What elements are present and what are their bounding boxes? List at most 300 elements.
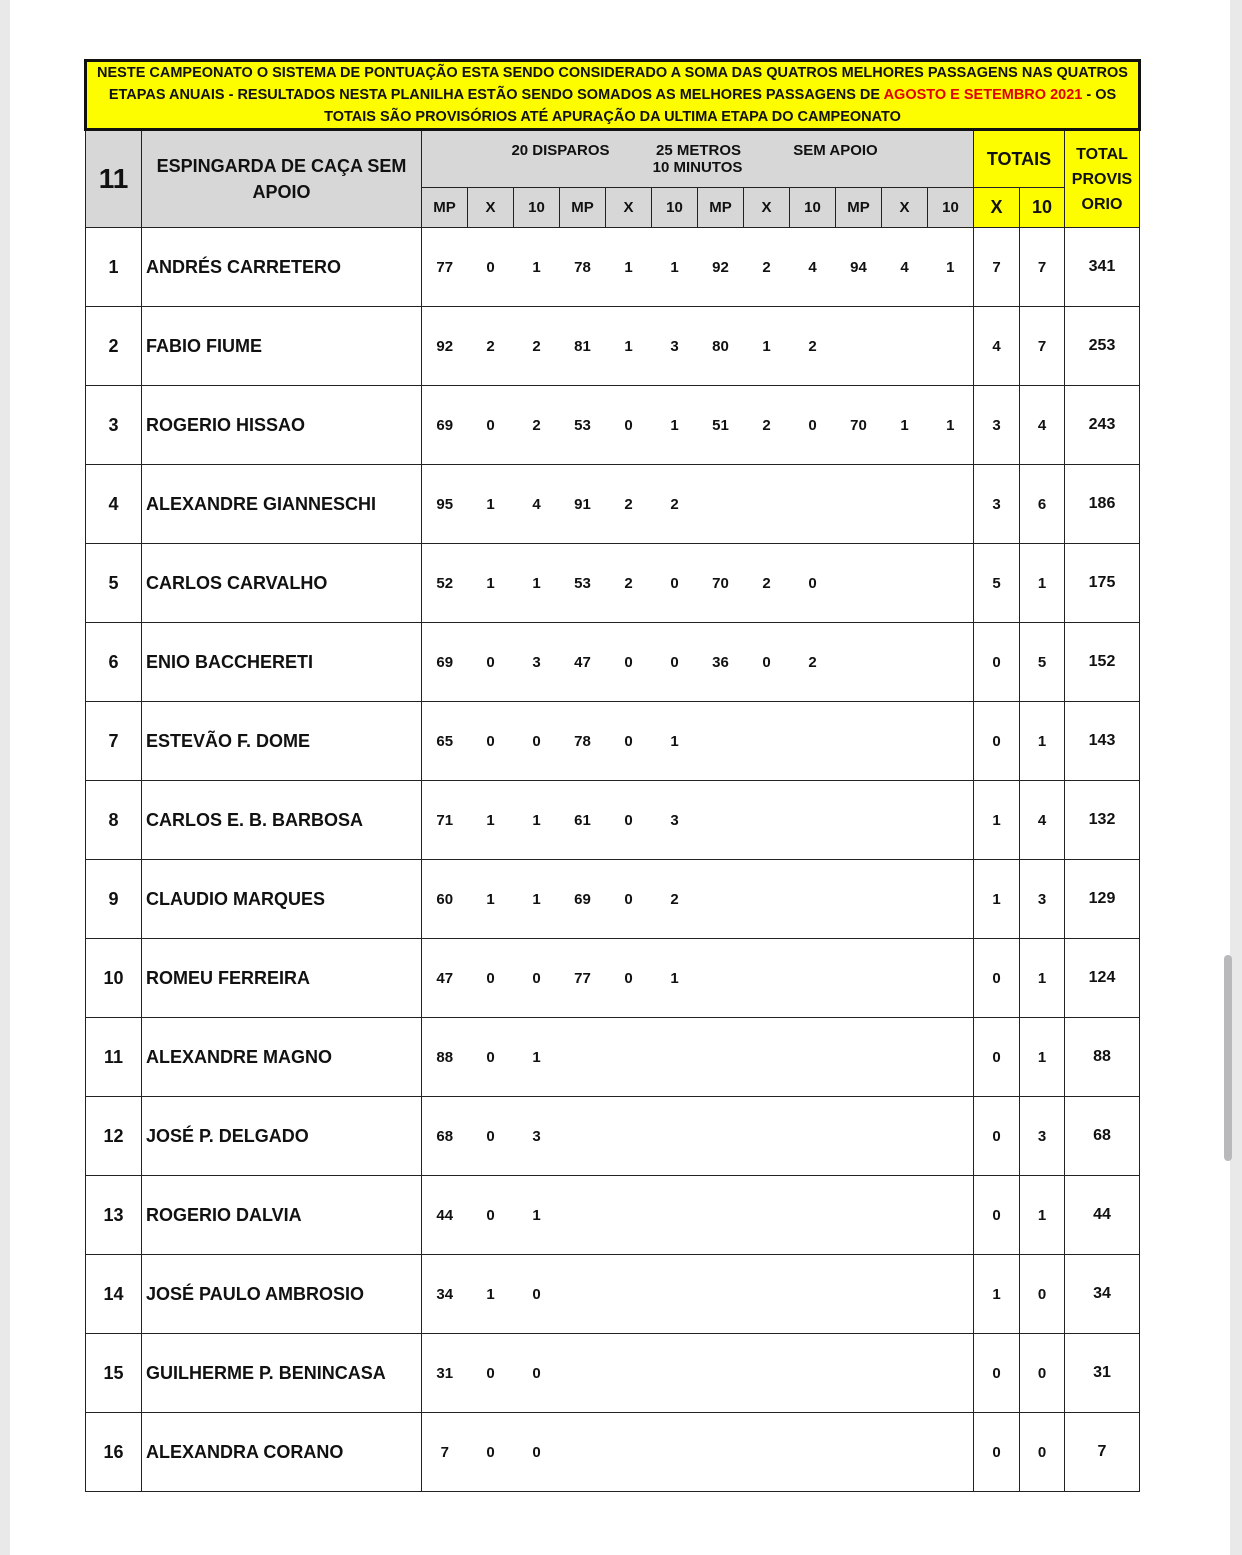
score-cell: 1 [652, 702, 698, 781]
total-x-cell: 0 [974, 1018, 1020, 1097]
score-cell [698, 702, 744, 781]
score-cell [698, 1413, 744, 1492]
total-10-cell: 4 [1020, 781, 1065, 860]
score-cell [790, 1018, 836, 1097]
grand-total-cell: 124 [1065, 939, 1140, 1018]
score-cell [744, 939, 790, 1018]
score-cell: 1 [514, 781, 560, 860]
score-cell [698, 1334, 744, 1413]
score-cell: 77 [422, 228, 468, 307]
score-cell: 0 [514, 1334, 560, 1413]
score-cell: 4 [790, 228, 836, 307]
score-cell: 1 [514, 228, 560, 307]
score-cell [836, 860, 882, 939]
score-cell: 60 [422, 860, 468, 939]
sub-column-header: X [882, 188, 928, 228]
table-row [86, 939, 1140, 1018]
score-cell [836, 1255, 882, 1334]
score-cell [698, 860, 744, 939]
rank-cell: 8 [86, 781, 142, 860]
score-cell: 1 [652, 228, 698, 307]
rank-cell: 16 [86, 1413, 142, 1492]
score-cell: 2 [790, 623, 836, 702]
table-row [86, 1018, 1140, 1097]
score-cell [652, 1097, 698, 1176]
score-cell [560, 1413, 606, 1492]
score-cell: 3 [652, 781, 698, 860]
shooter-name-cell: JOSÉ PAULO AMBROSIO [142, 1255, 422, 1334]
notice-highlight: AGOSTO E SETEMBRO 2021 [883, 87, 1083, 103]
score-cell [836, 1018, 882, 1097]
grand-total-cell: 44 [1065, 1176, 1140, 1255]
score-cell [606, 1097, 652, 1176]
score-cell [882, 1255, 928, 1334]
shooter-name-cell: CARLOS E. B. BARBOSA [142, 781, 422, 860]
score-cell: 68 [422, 1097, 468, 1176]
score-cell [928, 1018, 974, 1097]
score-cell: 31 [422, 1334, 468, 1413]
score-cell: 0 [606, 623, 652, 702]
shooter-name-cell: ROGERIO HISSAO [142, 386, 422, 465]
score-cell [652, 1413, 698, 1492]
score-cell [744, 1255, 790, 1334]
score-cell [928, 939, 974, 1018]
score-cell: 2 [514, 386, 560, 465]
total-x-cell: 0 [974, 623, 1020, 702]
stage-label: 10 MINUTOS [652, 159, 743, 176]
score-cell: 2 [652, 465, 698, 544]
rank-cell: 3 [86, 386, 142, 465]
table-row [86, 1334, 1140, 1413]
sub-column-header: MP [836, 188, 882, 228]
grand-total-cell: 341 [1065, 228, 1140, 307]
shooter-name-cell: GUILHERME P. BENINCASA [142, 1334, 422, 1413]
score-cell [882, 1413, 928, 1492]
shooter-name-cell: JOSÉ P. DELGADO [142, 1097, 422, 1176]
score-cell [790, 781, 836, 860]
score-cell: 69 [422, 386, 468, 465]
grand-total-cell: 243 [1065, 386, 1140, 465]
score-cell: 7 [422, 1413, 468, 1492]
grand-total-cell: 68 [1065, 1097, 1140, 1176]
total-x-cell: 3 [974, 386, 1020, 465]
score-cell [744, 1018, 790, 1097]
score-cell: 78 [560, 702, 606, 781]
score-cell [790, 939, 836, 1018]
score-cell [652, 1334, 698, 1413]
total-10-cell: 0 [1020, 1334, 1065, 1413]
score-cell [698, 1176, 744, 1255]
total-x-cell: 0 [974, 1097, 1020, 1176]
shooter-name-cell: ANDRÉS CARRETERO [142, 228, 422, 307]
score-cell: 65 [422, 702, 468, 781]
score-cell: 1 [514, 544, 560, 623]
score-cell: 70 [698, 544, 744, 623]
score-cell: 1 [514, 1176, 560, 1255]
score-cell [882, 1018, 928, 1097]
total-x-cell: 0 [974, 939, 1020, 1018]
score-cell [836, 465, 882, 544]
score-cell [606, 1018, 652, 1097]
grand-total-cell: 34 [1065, 1255, 1140, 1334]
rank-cell: 1 [86, 228, 142, 307]
score-cell: 1 [468, 781, 514, 860]
score-cell [836, 702, 882, 781]
score-cell [606, 1176, 652, 1255]
shooter-name-cell: ROGERIO DALVIA [142, 1176, 422, 1255]
total-10-cell: 4 [1020, 386, 1065, 465]
score-cell: 0 [468, 939, 514, 1018]
score-cell: 2 [468, 307, 514, 386]
score-cell [698, 939, 744, 1018]
stage-label: 25 METROS [655, 142, 742, 159]
score-cell [698, 1018, 744, 1097]
score-cell [928, 702, 974, 781]
score-cell: 81 [560, 307, 606, 386]
rank-cell: 5 [86, 544, 142, 623]
score-cell: 1 [652, 386, 698, 465]
score-cell: 1 [468, 544, 514, 623]
total-x-cell: 5 [974, 544, 1020, 623]
score-cell [882, 465, 928, 544]
score-cell: 1 [606, 228, 652, 307]
score-cell: 2 [606, 465, 652, 544]
notice-text: NESTE CAMPEONATO O SISTEMA DE PONTUAÇÃO ESTA SENDO CONSIDERADO A SOMA DAS QUATROS MELHORES PASSAGENS NAS QUATROS ETAPAS ANUAIS - RESULTADOS NESTA PLANILHA ESTÃO SENDO SOMADOS AS MELHORES PASSAGENS DE [97, 65, 1128, 103]
rank-cell: 14 [86, 1255, 142, 1334]
score-cell [790, 465, 836, 544]
score-cell: 0 [468, 386, 514, 465]
table-row [86, 781, 1140, 860]
score-cell [744, 781, 790, 860]
sub-column-header: X [468, 188, 514, 228]
total-x-cell: 0 [974, 1413, 1020, 1492]
grand-total-cell: 31 [1065, 1334, 1140, 1413]
score-cell: 0 [606, 781, 652, 860]
score-cell [652, 1018, 698, 1097]
score-cell: 2 [606, 544, 652, 623]
table-row [86, 1097, 1140, 1176]
score-cell [836, 1176, 882, 1255]
score-cell: 0 [514, 702, 560, 781]
score-cell: 70 [836, 386, 882, 465]
score-cell: 1 [652, 939, 698, 1018]
score-cell [836, 1334, 882, 1413]
totals-sub-header: X [974, 188, 1020, 228]
score-cell [836, 544, 882, 623]
score-cell: 1 [606, 307, 652, 386]
score-cell [928, 781, 974, 860]
totals-sub-header: 10 [1020, 188, 1065, 228]
total-10-cell: 3 [1020, 1097, 1065, 1176]
score-cell [744, 1413, 790, 1492]
score-cell: 2 [744, 544, 790, 623]
score-cell [560, 1018, 606, 1097]
score-cell: 0 [468, 702, 514, 781]
rank-cell: 12 [86, 1097, 142, 1176]
score-cell: 3 [514, 1097, 560, 1176]
rank-cell: 6 [86, 623, 142, 702]
total-10-cell: 6 [1020, 465, 1065, 544]
score-cell [836, 939, 882, 1018]
score-cell: 0 [468, 228, 514, 307]
score-cell [790, 1334, 836, 1413]
grand-total-header: TOTAL PROVIS ORIO [1065, 130, 1140, 228]
score-cell: 1 [882, 386, 928, 465]
score-cell: 0 [606, 860, 652, 939]
score-cell: 95 [422, 465, 468, 544]
score-cell: 0 [468, 1018, 514, 1097]
score-cell [560, 1097, 606, 1176]
score-cell: 0 [606, 939, 652, 1018]
total-10-cell: 7 [1020, 228, 1065, 307]
ranking-table [84, 59, 1141, 1492]
sub-column-header: 10 [652, 188, 698, 228]
score-cell [882, 939, 928, 1018]
table-row [86, 1255, 1140, 1334]
totals-header: TOTAIS [974, 130, 1065, 188]
score-cell [698, 465, 744, 544]
grand-total-cell: 253 [1065, 307, 1140, 386]
score-cell: 1 [468, 465, 514, 544]
score-cell: 4 [882, 228, 928, 307]
grand-total-cell: 186 [1065, 465, 1140, 544]
score-cell [790, 1097, 836, 1176]
sub-column-header: X [606, 188, 652, 228]
total-x-cell: 1 [974, 1255, 1020, 1334]
total-x-cell: 0 [974, 1176, 1020, 1255]
score-cell: 0 [468, 1097, 514, 1176]
score-cell: 53 [560, 386, 606, 465]
score-cell [744, 465, 790, 544]
table-row [86, 228, 1140, 307]
table-row [86, 544, 1140, 623]
score-cell: 92 [422, 307, 468, 386]
score-cell: 0 [606, 386, 652, 465]
total-x-cell: 1 [974, 781, 1020, 860]
score-cell [744, 1334, 790, 1413]
score-cell [882, 1334, 928, 1413]
score-cell: 47 [422, 939, 468, 1018]
score-cell: 52 [422, 544, 468, 623]
shooter-name-cell: CLAUDIO MARQUES [142, 860, 422, 939]
score-cell [744, 1097, 790, 1176]
score-cell [882, 1097, 928, 1176]
score-cell: 0 [468, 1334, 514, 1413]
total-10-cell: 1 [1020, 702, 1065, 781]
table-row [86, 860, 1140, 939]
shooter-name-cell: ALEXANDRE MAGNO [142, 1018, 422, 1097]
shooter-name-cell: ESTEVÃO F. DOME [142, 702, 422, 781]
score-cell: 94 [836, 228, 882, 307]
score-cell [928, 623, 974, 702]
score-cell: 2 [744, 228, 790, 307]
score-cell [882, 781, 928, 860]
score-cell [560, 1255, 606, 1334]
score-cell [744, 1176, 790, 1255]
total-10-cell: 5 [1020, 623, 1065, 702]
vertical-scrollbar[interactable] [1224, 955, 1232, 1161]
score-cell: 80 [698, 307, 744, 386]
score-cell: 0 [468, 1176, 514, 1255]
score-cell: 69 [560, 860, 606, 939]
stage-label: SEM APOIO [793, 142, 878, 159]
total-10-cell: 0 [1020, 1413, 1065, 1492]
total-10-cell: 0 [1020, 1255, 1065, 1334]
shooter-name-cell: ALEXANDRE GIANNESCHI [142, 465, 422, 544]
score-cell: 88 [422, 1018, 468, 1097]
score-cell [836, 1413, 882, 1492]
shooter-name-cell: FABIO FIUME [142, 307, 422, 386]
score-cell [928, 544, 974, 623]
total-10-cell: 1 [1020, 544, 1065, 623]
score-cell [606, 1255, 652, 1334]
sub-column-header: MP [560, 188, 606, 228]
score-cell: 4 [514, 465, 560, 544]
sub-column-header: MP [422, 188, 468, 228]
score-cell: 91 [560, 465, 606, 544]
score-cell: 1 [928, 228, 974, 307]
table-row [86, 702, 1140, 781]
table-row [86, 307, 1140, 386]
score-cell [698, 1255, 744, 1334]
total-10-cell: 7 [1020, 307, 1065, 386]
score-cell [790, 702, 836, 781]
score-cell: 0 [468, 1413, 514, 1492]
rank-cell: 10 [86, 939, 142, 1018]
rank-cell: 13 [86, 1176, 142, 1255]
rank-cell: 7 [86, 702, 142, 781]
score-cell: 2 [514, 307, 560, 386]
score-cell: 2 [652, 860, 698, 939]
score-cell: 92 [698, 228, 744, 307]
score-cell: 1 [468, 1255, 514, 1334]
score-cell: 2 [790, 307, 836, 386]
score-cell: 0 [514, 939, 560, 1018]
shooter-name-cell: ROMEU FERREIRA [142, 939, 422, 1018]
score-cell [744, 702, 790, 781]
score-cell [652, 1255, 698, 1334]
score-cell: 78 [560, 228, 606, 307]
score-cell: 44 [422, 1176, 468, 1255]
score-cell: 71 [422, 781, 468, 860]
score-cell: 3 [652, 307, 698, 386]
score-cell: 0 [514, 1413, 560, 1492]
grand-total-cell: 175 [1065, 544, 1140, 623]
rank-cell: 11 [86, 1018, 142, 1097]
score-cell [882, 307, 928, 386]
score-cell: 0 [790, 386, 836, 465]
total-x-cell: 0 [974, 702, 1020, 781]
score-cell [744, 860, 790, 939]
score-cell: 2 [744, 386, 790, 465]
shooter-name-cell: ENIO BACCHERETI [142, 623, 422, 702]
score-cell: 3 [514, 623, 560, 702]
score-cell [882, 544, 928, 623]
score-cell [698, 1097, 744, 1176]
sub-column-header: MP [698, 188, 744, 228]
sub-column-header: 10 [790, 188, 836, 228]
score-cell [882, 860, 928, 939]
grand-total-cell: 7 [1065, 1413, 1140, 1492]
score-cell: 0 [606, 702, 652, 781]
total-x-cell: 0 [974, 1334, 1020, 1413]
total-x-cell: 4 [974, 307, 1020, 386]
rank-cell: 4 [86, 465, 142, 544]
total-10-cell: 1 [1020, 1176, 1065, 1255]
rank-cell: 2 [86, 307, 142, 386]
table-row [86, 1176, 1140, 1255]
grand-total-cell: 132 [1065, 781, 1140, 860]
score-cell [928, 860, 974, 939]
score-cell: 1 [514, 1018, 560, 1097]
score-cell [928, 1413, 974, 1492]
score-cell [928, 1255, 974, 1334]
score-cell [790, 1413, 836, 1492]
total-10-cell: 1 [1020, 1018, 1065, 1097]
score-cell: 1 [928, 386, 974, 465]
score-cell: 34 [422, 1255, 468, 1334]
total-x-cell: 7 [974, 228, 1020, 307]
score-cell [652, 1176, 698, 1255]
score-cell [836, 623, 882, 702]
sub-column-header: 10 [928, 188, 974, 228]
score-cell [836, 781, 882, 860]
score-cell: 0 [652, 544, 698, 623]
score-cell: 1 [744, 307, 790, 386]
grand-total-cell: 129 [1065, 860, 1140, 939]
score-cell [790, 1255, 836, 1334]
score-cell [928, 1097, 974, 1176]
shooter-name-cell: ALEXANDRA CORANO [142, 1413, 422, 1492]
category-number: 11 [86, 130, 142, 228]
score-cell: 0 [744, 623, 790, 702]
score-cell [836, 1097, 882, 1176]
score-cell [928, 1176, 974, 1255]
score-cell: 53 [560, 544, 606, 623]
sub-column-header: X [744, 188, 790, 228]
score-cell: 51 [698, 386, 744, 465]
score-cell [882, 1176, 928, 1255]
score-cell: 69 [422, 623, 468, 702]
score-cell [882, 702, 928, 781]
score-cell: 1 [468, 860, 514, 939]
score-cell [928, 465, 974, 544]
score-cell: 36 [698, 623, 744, 702]
rank-cell: 15 [86, 1334, 142, 1413]
score-cell [882, 623, 928, 702]
table-row [86, 386, 1140, 465]
score-cell: 77 [560, 939, 606, 1018]
stage-header [422, 130, 974, 188]
table-row [86, 1413, 1140, 1492]
score-cell [560, 1176, 606, 1255]
category-name: ESPINGARDA DE CAÇA SEM APOIO [142, 130, 422, 228]
score-cell: 0 [468, 623, 514, 702]
score-cell: 0 [514, 1255, 560, 1334]
score-cell [790, 1176, 836, 1255]
score-cell: 0 [790, 544, 836, 623]
stage-label: 20 DISPAROS [511, 142, 610, 159]
total-x-cell: 1 [974, 860, 1020, 939]
score-cell [698, 781, 744, 860]
grand-total-cell: 88 [1065, 1018, 1140, 1097]
table-row [86, 465, 1140, 544]
rank-cell: 9 [86, 860, 142, 939]
score-cell [606, 1413, 652, 1492]
grand-total-cell: 152 [1065, 623, 1140, 702]
total-10-cell: 1 [1020, 939, 1065, 1018]
championship-notice [86, 61, 1140, 130]
